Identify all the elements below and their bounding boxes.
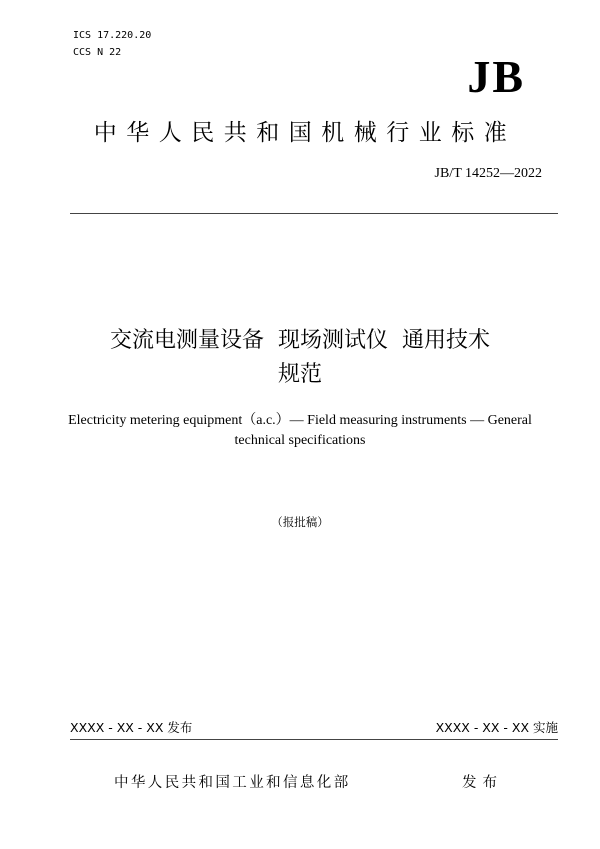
chinese-title-line-1: 交流电测量设备 现场测试仪 通用技术 (110, 328, 490, 353)
english-title-line-2: technical specifications (234, 433, 366, 448)
draft-status: （报批稿） (271, 515, 329, 529)
ministry-standard-title: 中华人民共和国机械行业标准 (93, 120, 517, 146)
ics-code: ICS 17.220.20 (73, 30, 152, 41)
chinese-title-line-2: 规范 (277, 362, 322, 387)
publish-label: 发布 (462, 775, 503, 791)
issue-date: XXXX - XX - XX 发布 (70, 720, 193, 735)
jb-logo: JB (467, 51, 525, 102)
english-title-line-1: Electricity metering equipment（a.c.）— Field measuring instruments — General (68, 413, 532, 428)
ccs-code: CCS N 22 (73, 47, 122, 58)
issuing-authority: 中华人民共和国工业和信息化部 (114, 775, 351, 791)
top-divider (70, 213, 558, 214)
bottom-divider (70, 739, 558, 740)
standard-number: JB/T 14252—2022 (434, 166, 542, 181)
implementation-date: XXXX - XX - XX 实施 (435, 720, 558, 735)
